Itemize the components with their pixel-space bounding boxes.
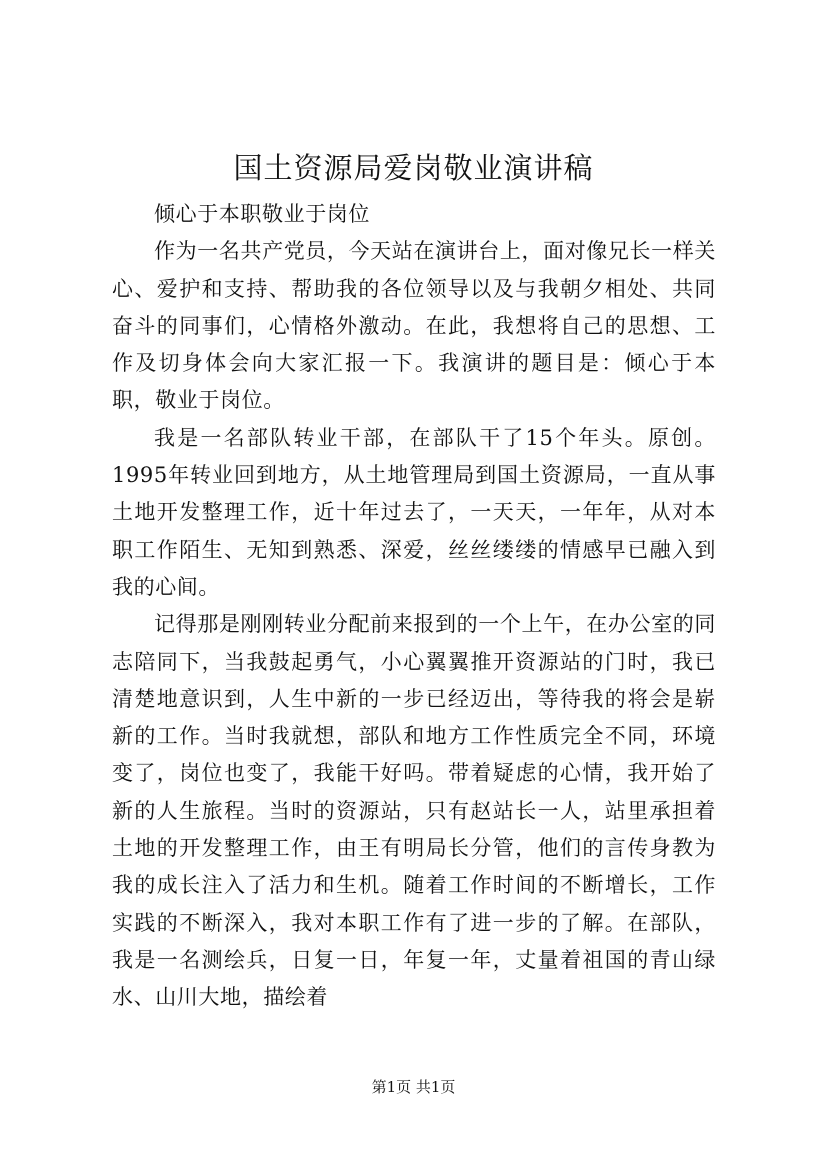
paragraph-3: 记得那是刚刚转业分配前来报到的一个上午，在办公室的同志陪同下，当我鼓起勇气，小心翼翼推开资源站的门时，我已清楚地意识到，人生中新的一步已经迈出，等待我的将会是崭新的工作。当时我就想，部队和地方工作性质完全不同，环境变了，岗位也变了，我能干好吗。带着疑虑的心情，我开始了新的人生旅程。当时的资源站，只有赵站长一人，站里承担着土地的开发整理工作，由王有明局长分管，他们的言传身教为我的成长注入了活力和生机。随着工作时间的不断增长，工作实践的不断深入，我对本职工作有了进一步的了解。在部队，我是一名测绘兵，日复一日，年复一年，丈量着祖国的青山绿水、山川大地，描绘着 xyxy=(112,612,716,1010)
page-footer: 第1页 共1页 xyxy=(371,1078,456,1096)
paragraph-2: 我是一名部队转业干部，在部队干了15个年头。原创。1995年转业回到地方，从土地管理局到国土资源局，一直从事土地开发整理工作，近十年过去了，一天天，一年年，从对本职工作陌生、无知到熟悉、深爱，丝丝缕缕的情感早已融入到我的心间。 xyxy=(112,425,716,599)
document-subtitle: 倾心于本职敬业于岗位 xyxy=(154,202,370,226)
document-title: 国土资源局爱岗敬业演讲稿 xyxy=(233,151,594,185)
document-body xyxy=(112,196,716,1017)
paragraph-1: 作为一名共产党员，今天站在演讲台上，面对像兄长一样关心、爱护和支持、帮助我的各位领导以及与我朝夕相处、共同奋斗的同事们，心情格外激动。在此，我想将自己的思想、工作及切身体会向大家汇报一下。我演讲的题目是：倾心于本职，敬业于岗位。 xyxy=(112,239,716,413)
